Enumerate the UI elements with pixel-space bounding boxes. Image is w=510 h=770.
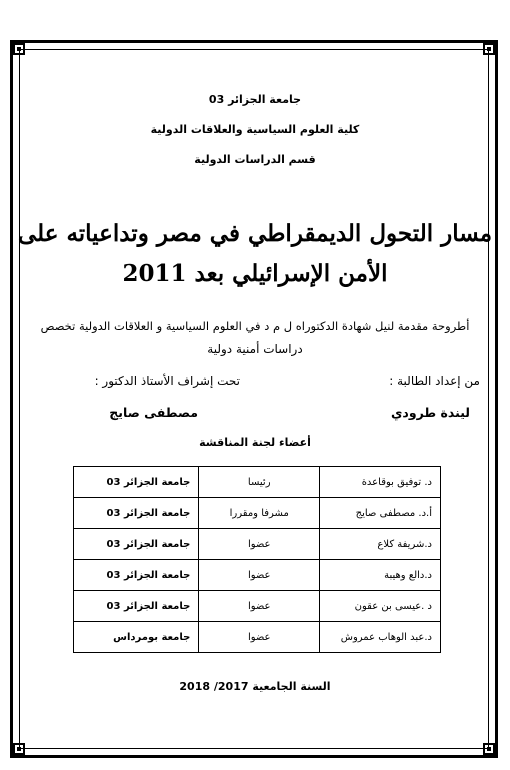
table-row: [74, 467, 441, 498]
committee-member-role: عضوا: [199, 560, 320, 591]
committee-member-role: عضوا: [199, 622, 320, 653]
thesis-title-line-1: مسار التحول الديمقراطي في مصر وتداعياته على: [17, 220, 493, 247]
corner-ornament-icon: [482, 742, 496, 756]
university-name: جامعة الجزائر 03: [208, 93, 302, 106]
academic-year: السنة الجامعية 2017/ 2018: [179, 680, 331, 693]
committee-member-name: د.شريفة كلاع: [320, 529, 441, 560]
committee-member-university: جامعة الجزائر 03: [74, 529, 199, 560]
committee-member-university: جامعة الجزائر 03: [74, 591, 199, 622]
committee-member-name: د.دالع وهيبة: [320, 560, 441, 591]
committee-member-name: د. توفيق بوقاعدة: [320, 467, 441, 498]
student-label: من إعداد الطالبة :: [389, 374, 480, 388]
committee-member-name: د .عيسى بن عقون: [320, 591, 441, 622]
table-row: [74, 529, 441, 560]
committee-member-university: جامعة بومرداس: [74, 622, 199, 653]
table-row: [74, 591, 441, 622]
table-row: [74, 498, 441, 529]
corner-ornament-icon: [482, 42, 496, 56]
committee-table: [73, 466, 441, 653]
table-row: [74, 560, 441, 591]
committee-member-name: أ.د. مصطفى صايج: [320, 498, 441, 529]
thesis-description: أطروحة مقدمة لنيل شهادة الدكتوراه ل م د في العلوم السياسية و العلاقات الدولية تخصص: [40, 319, 470, 333]
thesis-title-line-2: الأمن الإسرائيلي بعد 2011: [122, 260, 388, 287]
committee-member-university: جامعة الجزائر 03: [74, 560, 199, 591]
supervisor-name: مصطفى صايج: [109, 405, 198, 420]
committee-member-name: د.عبد الوهاب عمروش: [320, 622, 441, 653]
committee-member-university: جامعة الجزائر 03: [74, 467, 199, 498]
committee-member-role: عضوا: [199, 591, 320, 622]
supervisor-label: تحت إشراف الأستاذ الدكتور :: [94, 374, 240, 388]
table-row: [74, 622, 441, 653]
thesis-specialization: دراسات أمنية دولية: [207, 342, 303, 356]
faculty-name: كلية العلوم السياسية والعلاقات الدولية: [150, 123, 360, 136]
corner-ornament-icon: [12, 42, 26, 56]
committee-member-role: رئيسا: [199, 467, 320, 498]
student-name: ليندة طرودي: [390, 405, 470, 420]
committee-member-university: جامعة الجزائر 03: [74, 498, 199, 529]
committee-member-role: عضوا: [199, 529, 320, 560]
committee-member-role: مشرفا ومقررا: [199, 498, 320, 529]
department-name: قسم الدراسات الدولية: [194, 153, 316, 166]
corner-ornament-icon: [12, 742, 26, 756]
committee-heading: أعضاء لجنة المناقشة: [199, 436, 311, 449]
